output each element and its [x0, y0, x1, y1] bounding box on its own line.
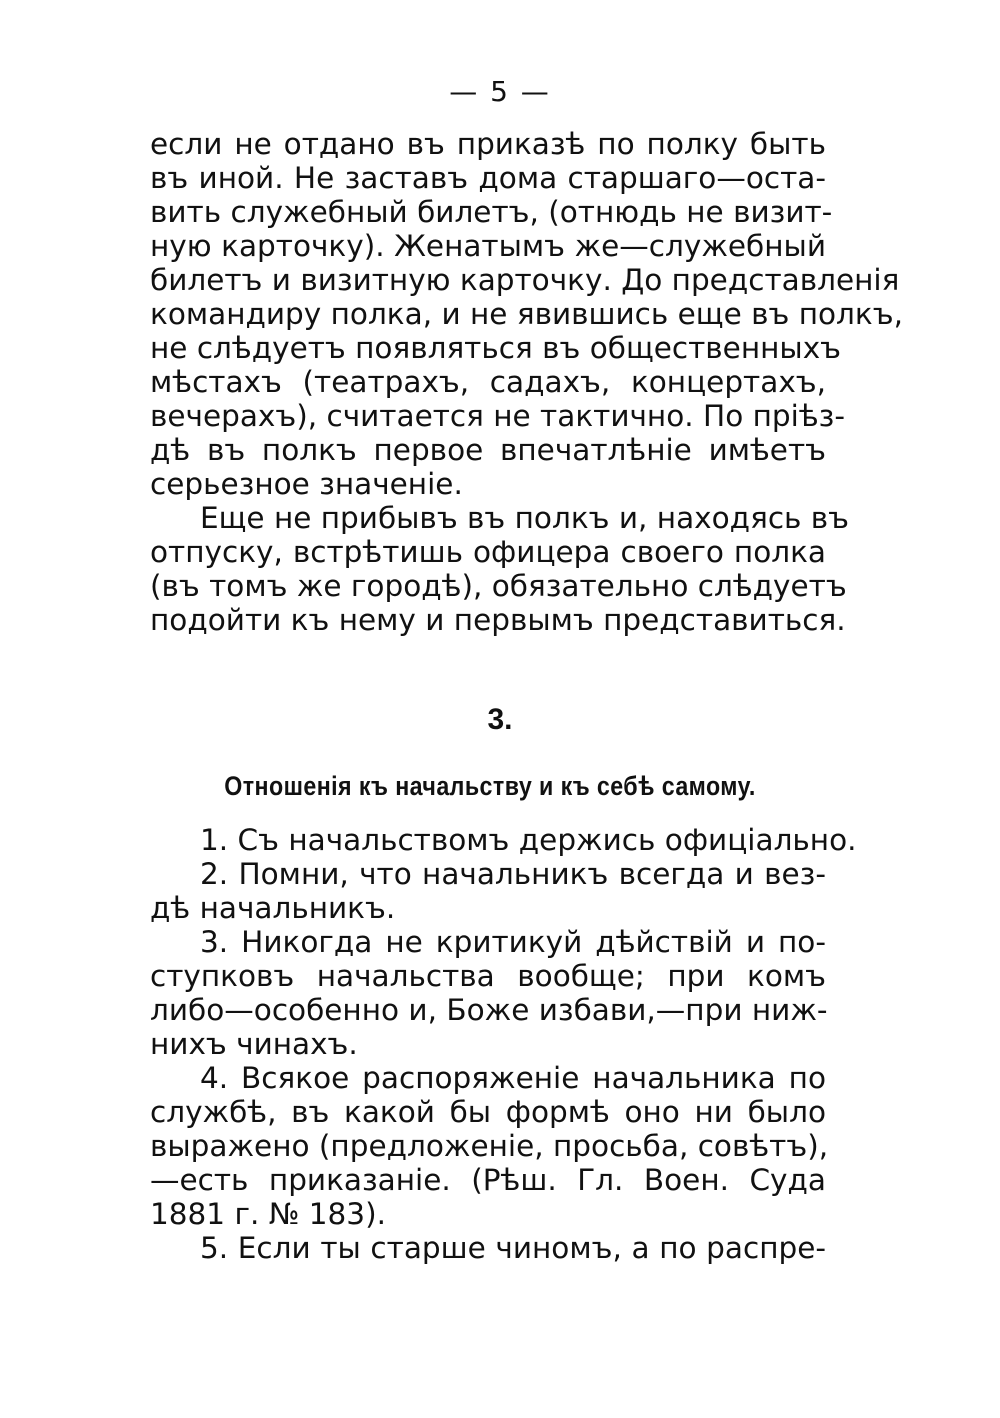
text-line: серьезное значеніе.	[150, 467, 463, 501]
text-line: (въ томъ же городѣ), обязательно слѣдуетъ	[150, 569, 847, 603]
text-line: 5. Если ты старше чиномъ, а по распре-	[200, 1231, 826, 1265]
text-line: отпуску, встрѣтишь офицера своего полка	[150, 535, 826, 569]
text-line: билетъ и визитную карточку. До представленія	[150, 263, 900, 297]
text-line: либо—особенно и, Боже избави,—при ниж-	[150, 993, 828, 1027]
text-line: 1881 г. № 183).	[150, 1197, 386, 1231]
text-line: выражено (предложеніе, просьба, совѣтъ),	[150, 1129, 829, 1163]
text-line: мѣстахъ (театрахъ, садахъ, концертахъ,	[150, 365, 826, 399]
text-line: дѣ въ полкъ первое впечатлѣніе имѣетъ	[150, 433, 826, 467]
page-number: — 5 —	[449, 75, 551, 108]
text-line: нихъ чинахъ.	[150, 1027, 358, 1061]
text-line: ную карточку). Женатымъ же—служебный	[150, 229, 826, 263]
text-line: 4. Всякое распоряженіе начальника по	[200, 1061, 826, 1095]
text-line: ступковъ начальства вообще; при комъ	[150, 959, 826, 993]
text-line: вить служебный билетъ, (отнюдь не визит-	[150, 195, 833, 229]
section-number: 3.	[487, 703, 513, 736]
section-title: Отношенія къ начальству и къ себѣ самому.	[224, 771, 756, 801]
text-line: въ иной. Не заставъ дома старшаго—оста-	[150, 161, 826, 195]
text-line: подойти къ нему и первымъ представиться.	[150, 603, 846, 637]
text-line: дѣ начальникъ.	[150, 891, 396, 925]
text-line: если не отдано въ приказѣ по полку быть	[150, 127, 826, 161]
text-line: 3. Никогда не критикуй дѣйствій и по-	[200, 925, 826, 959]
text-line: Еще не прибывъ въ полкъ и, находясь въ	[200, 501, 850, 535]
text-line: командиру полка, и не явившись еще въ полкъ,	[150, 297, 903, 331]
text-line: вечерахъ), считается не тактично. По пріѣз-	[150, 399, 845, 433]
text-line: 1. Съ начальствомъ держись офиціально.	[200, 823, 857, 857]
text-line: службѣ, въ какой бы формѣ оно ни было	[150, 1095, 826, 1129]
text-line: 2. Помни, что начальникъ всегда и вез-	[200, 857, 826, 891]
text-line: не слѣдуетъ появляться въ общественныхъ	[150, 331, 841, 365]
text-line: —есть приказаніе. (Рѣш. Гл. Воен. Суда	[150, 1163, 826, 1197]
